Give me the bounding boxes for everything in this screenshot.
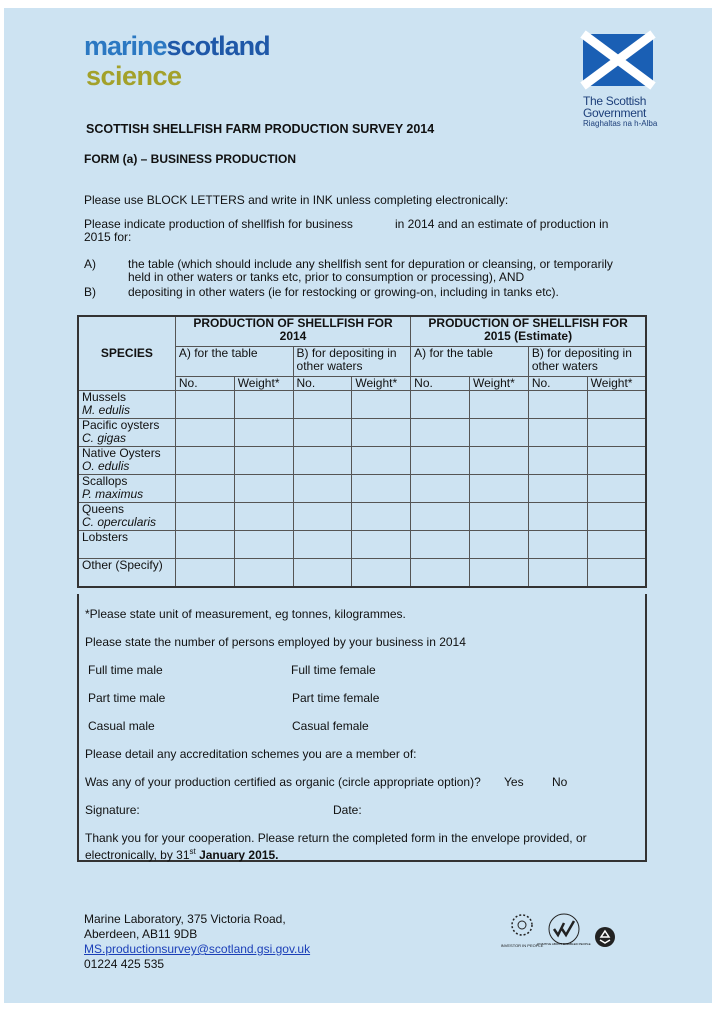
table-row [78,446,646,474]
entry-cell[interactable] [234,474,293,502]
list-a-line2: held in other waters or tanks etc, prior to consumption or processing), AND [128,270,525,284]
table-row [78,558,646,587]
entry-cell[interactable] [234,558,293,587]
col-no: No. [175,376,234,390]
entry-cell[interactable] [411,446,470,474]
entry-cell[interactable] [470,558,529,587]
organic-yes-option[interactable]: Yes [504,775,524,789]
unit-note: *Please state unit of measurement, eg tonnes, kilogrammes. [85,607,406,621]
intro-line-2c: 2015 for: [84,230,132,244]
thanks-line-2: electronically, by 31st January 2015. [85,847,279,862]
address-line-1: Marine Laboratory, 375 Victoria Road, [84,912,286,926]
gov-name-1: The Scottish [583,94,647,108]
full-time-female-label: Full time female [291,663,376,677]
recycle-icon [594,926,616,953]
entry-cell[interactable] [411,474,470,502]
entry-cell[interactable] [528,418,587,446]
entry-cell[interactable] [587,530,646,558]
entry-cell[interactable] [411,558,470,587]
entry-cell[interactable] [587,502,646,530]
entry-cell[interactable] [293,530,352,558]
entry-cell[interactable] [175,530,234,558]
thanks-line-1: Thank you for your cooperation. Please return the completed form in the envelope provided, or [85,831,587,845]
entry-cell[interactable] [470,530,529,558]
group-2015-header: PRODUCTION OF SHELLFISH FOR 2015 (Estimate) [411,316,646,346]
address-block [84,912,310,972]
list-b-line1: depositing in other waters (ie for restocking or growing-on, including in tanks etc). [128,285,559,299]
entry-cell[interactable] [470,474,529,502]
science-logo: science [86,61,182,91]
signature-label: Signature: [85,803,140,817]
entry-cell[interactable] [234,530,293,558]
col-no: No. [411,376,470,390]
entry-cell[interactable] [293,474,352,502]
entry-cell[interactable] [175,474,234,502]
species-cell: Scallops P. maximus [78,474,175,502]
scottish-government-logo [583,34,663,129]
entry-cell[interactable] [352,558,411,587]
entry-cell[interactable] [234,390,293,418]
entry-cell[interactable] [587,418,646,446]
address-line-2: Aberdeen, AB11 9DB [84,927,198,941]
entry-cell[interactable] [175,558,234,587]
table-row [78,474,646,502]
entry-cell[interactable] [528,558,587,587]
species-header: SPECIES [78,316,175,390]
table-row [78,418,646,446]
entry-cell[interactable] [411,530,470,558]
entry-cell[interactable] [352,502,411,530]
marine-scotland-logo: marinescotland [84,31,270,61]
col-weight: Weight* [234,376,293,390]
casual-male-label: Casual male [88,719,155,733]
table-row [78,502,646,530]
entry-cell[interactable] [411,390,470,418]
sub-header-table-2014: A) for the table [175,346,293,376]
entry-cell[interactable] [293,446,352,474]
species-cell: Pacific oysters C. gigas [78,418,175,446]
gov-gaelic: Riaghaltas na h-Alba [583,119,658,128]
species-cell: Native Oysters O. edulis [78,446,175,474]
entry-cell[interactable] [528,474,587,502]
col-no: No. [528,376,587,390]
entry-cell[interactable] [175,418,234,446]
organic-question: Was any of your production certified as organic (circle appropriate option)? [85,775,481,789]
entry-cell[interactable] [587,558,646,587]
sub-header-deposit-2015: B) for depositing in other waters [528,346,646,376]
entry-cell[interactable] [234,502,293,530]
entry-cell[interactable] [587,390,646,418]
form-subtitle: FORM (a) – BUSINESS PRODUCTION [84,152,297,166]
table-row [78,390,646,418]
entry-cell[interactable] [470,502,529,530]
entry-cell[interactable] [175,502,234,530]
entry-cell[interactable] [352,474,411,502]
species-cell: Queens C. opercularis [78,502,175,530]
intro-line-2b: in 2014 and an estimate of production in [395,217,609,231]
employed-question: Please state the number of persons employed by your business in 2014 [85,635,466,649]
table-row [78,530,646,558]
entry-cell[interactable] [293,558,352,587]
sub-header-table-2015: A) for the table [411,346,529,376]
list-marker-a: A) [84,257,96,271]
entry-cell[interactable] [411,502,470,530]
employment-section [77,594,647,862]
col-weight: Weight* [470,376,529,390]
col-weight: Weight* [587,376,646,390]
part-time-female-label: Part time female [292,691,380,705]
gov-name-2: Government [583,106,647,120]
group-2014-header: PRODUCTION OF SHELLFISH FOR 2014 [175,316,410,346]
entry-cell[interactable] [470,446,529,474]
entry-cell[interactable] [293,390,352,418]
disabled-people-badge [537,912,591,951]
col-weight: Weight* [352,376,411,390]
entry-cell[interactable] [352,530,411,558]
entry-cell[interactable] [470,390,529,418]
part-time-male-label: Part time male [88,691,166,705]
email-link[interactable]: MS.productionsurvey@scotland.gsi.gov.uk [84,942,311,956]
entry-cell[interactable] [234,446,293,474]
intro-line-1: Please use BLOCK LETTERS and write in INK unless completing electronically: [84,193,509,207]
entry-cell[interactable] [234,418,293,446]
species-cell: Lobsters [78,530,175,558]
entry-cell[interactable] [293,502,352,530]
full-time-male-label: Full time male [88,663,163,677]
species-cell: Mussels M. edulis [78,390,175,418]
entry-cell[interactable] [293,418,352,446]
col-no: No. [293,376,352,390]
entry-cell[interactable] [411,418,470,446]
svg-text:POSITIVE ABOUT DISABLED PEOPLE: POSITIVE ABOUT DISABLED PEOPLE [537,942,591,946]
laurel-wreath-icon [508,912,536,938]
entry-cell[interactable] [528,390,587,418]
date-label: Date: [333,803,362,817]
entry-cell[interactable] [470,418,529,446]
list-marker-b: B) [84,285,96,299]
entry-cell[interactable] [352,446,411,474]
species-cell: Other (Specify) [78,558,175,587]
entry-cell[interactable] [352,418,411,446]
production-table [77,315,647,588]
entry-cell[interactable] [587,474,646,502]
investor-in-people-badge: INVESTOR IN PEOPLE [497,912,547,948]
accreditation-question: Please detail any accreditation schemes you are a member of: [85,747,417,761]
entry-cell[interactable] [352,390,411,418]
entry-cell[interactable] [175,446,234,474]
organic-no-option[interactable]: No [552,775,568,789]
page-title: SCOTTISH SHELLFISH FARM PRODUCTION SURVEY 2014 [86,122,435,136]
list-a-line1: the table (which should include any shellfish sent for depuration or cleansing, or temporarily [128,257,613,271]
phone-number: 01224 425 535 [84,957,165,971]
two-ticks-icon [537,912,591,946]
entry-cell[interactable] [528,446,587,474]
entry-cell[interactable] [175,390,234,418]
entry-cell[interactable] [528,502,587,530]
saltire-flag-icon [583,34,653,86]
entry-cell[interactable] [528,530,587,558]
intro-line-2a: Please indicate production of shellfish for business [84,217,353,231]
casual-female-label: Casual female [292,719,369,733]
sub-header-deposit-2014: B) for depositing in other waters [293,346,411,376]
entry-cell[interactable] [587,446,646,474]
